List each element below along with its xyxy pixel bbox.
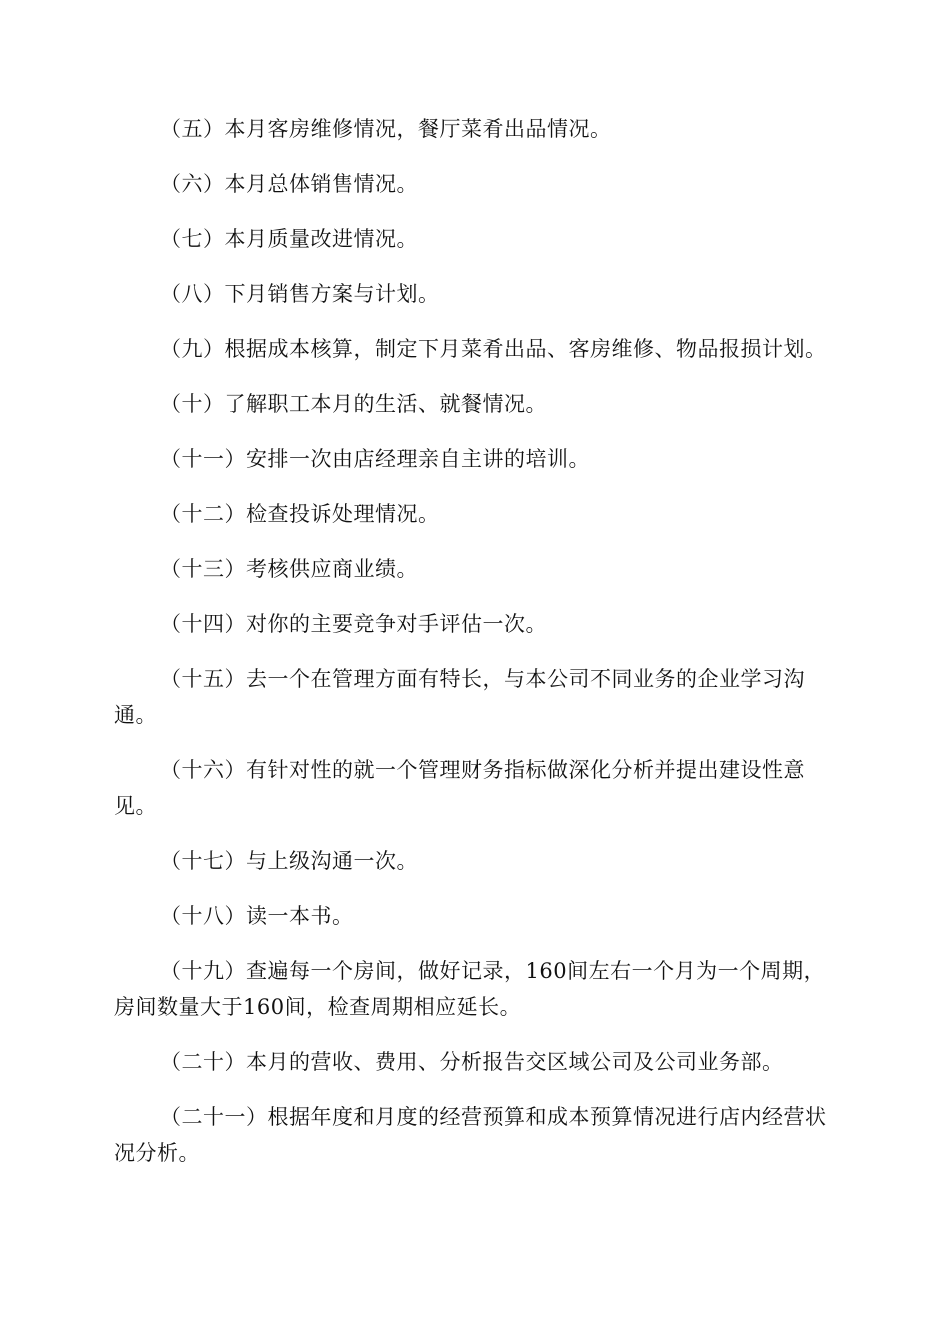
paragraph-item-14: （十四）对你的主要竞争对手评估一次。 xyxy=(160,612,547,636)
paragraph-item-10: （十）了解职工本月的生活、就餐情况。 xyxy=(160,392,547,416)
paragraph-item-17: （十七）与上级沟通一次。 xyxy=(160,849,418,873)
paragraph-item-18: （十八）读一本书。 xyxy=(160,904,354,928)
paragraph-item-19: （十九）查遍每一个房间，做好记录，160间左右一个月为一个周期，房间数量大于160间，检查周期相应延长。 xyxy=(114,959,826,1019)
paragraph-item-21: （二十一）根据年度和月度的经营预算和成本预算情况进行店内经营状况分析。 xyxy=(114,1105,827,1165)
paragraph-item-15: （十五）去一个在管理方面有特长，与本公司不同业务的企业学习沟通。 xyxy=(114,667,805,727)
paragraph-item-16: （十六）有针对性的就一个管理财务指标做深化分析并提出建设性意见。 xyxy=(114,758,805,818)
document-body xyxy=(114,111,842,1190)
paragraph-item-7: （七）本月质量改进情况。 xyxy=(160,227,418,251)
paragraph-item-11: （十一）安排一次由店经理亲自主讲的培训。 xyxy=(160,447,590,471)
paragraph-item-8: （八）下月销售方案与计划。 xyxy=(160,282,440,306)
paragraph-item-20: （二十）本月的营收、费用、分析报告交区域公司及公司业务部。 xyxy=(160,1050,784,1074)
paragraph-item-13: （十三）考核供应商业绩。 xyxy=(160,557,418,581)
paragraph-item-9: （九）根据成本核算，制定下月菜肴出品、客房维修、物品报损计划。 xyxy=(160,337,827,361)
paragraph-item-5: （五）本月客房维修情况，餐厅菜肴出品情况。 xyxy=(160,117,612,141)
paragraph-item-6: （六）本月总体销售情况。 xyxy=(160,172,418,196)
paragraph-item-12: （十二）检查投诉处理情况。 xyxy=(160,502,440,526)
